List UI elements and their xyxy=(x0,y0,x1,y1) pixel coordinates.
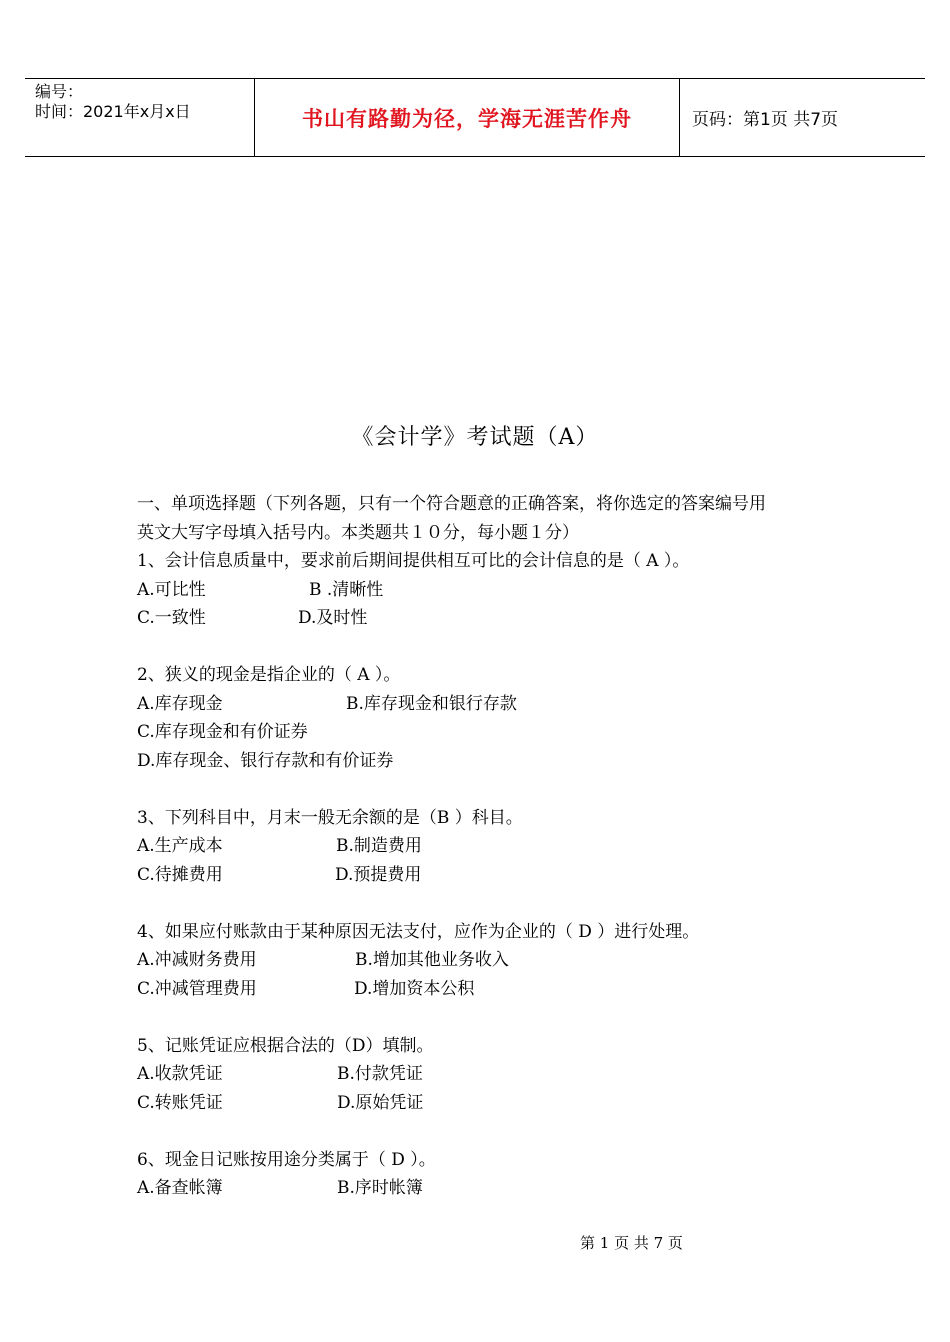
question-4-options-row-1 xyxy=(137,946,877,975)
option: A.库存现金 xyxy=(137,693,223,714)
question-2-options-row-2 xyxy=(137,718,877,747)
header-page-info-cell xyxy=(680,79,925,156)
option: C.待摊费用 xyxy=(137,864,223,885)
question-3-text: 3、下列科目中，月末一般无余额的是（B ）科目。 xyxy=(137,807,523,828)
question-5-options-row-1 xyxy=(137,1060,877,1089)
option: A.可比性 xyxy=(137,579,206,600)
question-3-options-row-2 xyxy=(137,861,877,890)
question-4-options-row-2 xyxy=(137,975,877,1004)
question-6-options-row-1 xyxy=(137,1174,877,1203)
option: C.一致性 xyxy=(137,608,206,628)
section-heading-line-2: 英文大写字母填入括号内。本类题共１０分，每小题１分） xyxy=(137,522,579,543)
question-1-text: 1、会计信息质量中，要求前后期间提供相互可比的会计信息的是（ A ）。 xyxy=(137,551,690,571)
option: C.转账凭证 xyxy=(137,1092,223,1113)
question-3-options-row-1 xyxy=(137,832,877,861)
document-time-label: 时间：2021年x月x日 xyxy=(35,102,191,121)
option: B .清晰性 xyxy=(309,579,384,600)
exam-content xyxy=(137,490,877,1203)
option: A.生产成本 xyxy=(137,836,223,856)
option: A.备查帐簿 xyxy=(137,1178,223,1198)
question-1-options-row-2 xyxy=(137,604,877,633)
question-2-options-row-1 xyxy=(137,690,877,719)
option: B.付款凭证 xyxy=(337,1064,423,1084)
option: C.冲减管理费用 xyxy=(137,978,257,999)
option: B.库存现金和银行存款 xyxy=(346,693,517,714)
header-motto: 书山有路勤为径，学海无涯苦作舟 xyxy=(302,106,632,131)
option: D.原始凭证 xyxy=(337,1092,424,1113)
question-2-options-row-3 xyxy=(137,747,877,776)
option: B.增加其他业务收入 xyxy=(355,950,509,970)
page-footer: 第 1 页 共 7 页 xyxy=(580,1234,683,1252)
header-motto-cell xyxy=(254,79,680,156)
section-heading-line-1: 一、单项选择题（下列各题，只有一个符合题意的正确答案，将你选定的答案编号用 xyxy=(137,494,766,514)
header-page-info: 页码：第1页 共7页 xyxy=(692,110,839,130)
header-meta xyxy=(25,79,254,156)
question-6-text: 6、现金日记账按用途分类属于（ D ）。 xyxy=(137,1149,436,1170)
option: B.序时帐簿 xyxy=(337,1178,423,1198)
question-1-options-row-1 xyxy=(137,576,877,605)
page-header xyxy=(25,78,925,157)
option: D.预提费用 xyxy=(335,864,422,885)
document-number-label: 编号： xyxy=(35,82,84,101)
question-2-text: 2、狭义的现金是指企业的（ A ）。 xyxy=(137,665,401,685)
option: A.冲减财务费用 xyxy=(137,950,257,970)
exam-title: 《会计学》考试题（A） xyxy=(351,425,599,450)
question-4-text: 4、如果应付账款由于某种原因无法支付，应作为企业的（ D ）进行处理。 xyxy=(137,921,700,942)
option: D.增加资本公积 xyxy=(354,978,475,999)
option: D.及时性 xyxy=(298,608,368,628)
question-5-text: 5、记账凭证应根据合法的（D）填制。 xyxy=(137,1035,434,1056)
option: D.库存现金、银行存款和有价证券 xyxy=(137,750,394,771)
option: C.库存现金和有价证券 xyxy=(137,722,308,742)
option: B.制造费用 xyxy=(336,836,422,856)
question-5-options-row-2 xyxy=(137,1089,877,1118)
option: A.收款凭证 xyxy=(137,1064,223,1084)
